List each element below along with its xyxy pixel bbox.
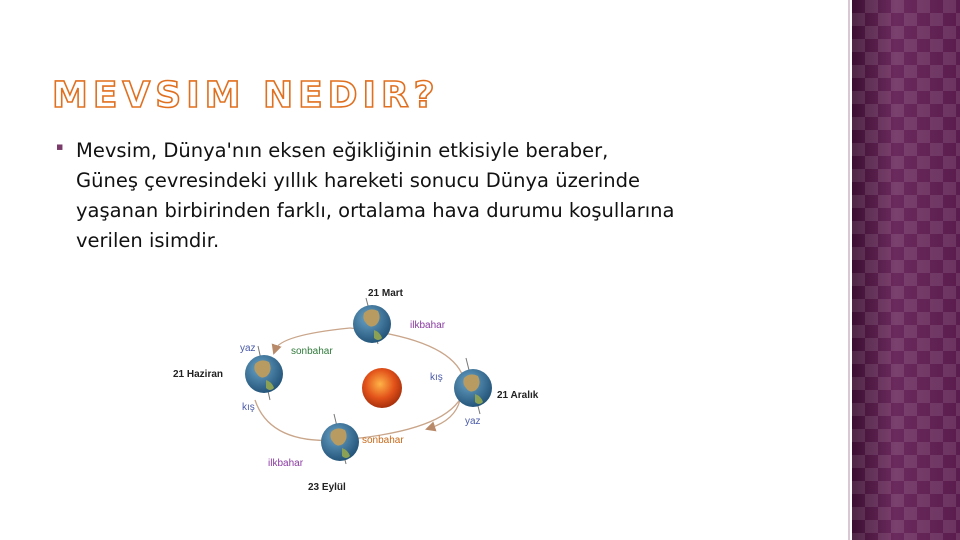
slide-title: MEVSIM NEDIR?	[52, 75, 440, 116]
earth-december	[454, 358, 492, 414]
bullet-list	[56, 136, 676, 256]
season-label-yaz-right: yaz	[465, 416, 481, 427]
earth-september	[321, 414, 359, 464]
date-march: 21 Mart	[368, 288, 404, 299]
date-september: 23 Eylül	[308, 482, 346, 493]
bullet-icon: ▪	[56, 140, 64, 153]
season-label-ilkbahar-bottom: ilkbahar	[268, 458, 304, 469]
sun	[362, 368, 402, 408]
bullet-text: Mevsim, Dünya'nın eksen eğikliğinin etkisiyle beraber, Güneş çevresindeki yıllık hareketi sonucu Dünya üzerinde yaşanan birbirinden farklı, ortalama hava durumu koşullarına verilen isimdir.	[76, 139, 675, 252]
earth-june	[245, 346, 283, 400]
date-june: 21 Haziran	[173, 369, 224, 380]
earth-march	[353, 298, 391, 344]
season-label-yaz-left: yaz	[240, 343, 256, 354]
seasons-diagram	[160, 280, 560, 500]
season-label-sonbahar-left: sonbahar	[291, 346, 333, 357]
date-december: 21 Aralık	[497, 390, 539, 401]
season-label-kis-right: kış	[430, 372, 443, 383]
decorative-side-band	[852, 0, 960, 540]
season-label-kis-left: kış	[242, 402, 255, 413]
season-label-ilkbahar-top: ilkbahar	[410, 320, 446, 331]
side-divider	[848, 0, 850, 540]
season-label-sonbahar-bottom: sonbahar	[362, 435, 404, 446]
orbit	[255, 328, 465, 441]
